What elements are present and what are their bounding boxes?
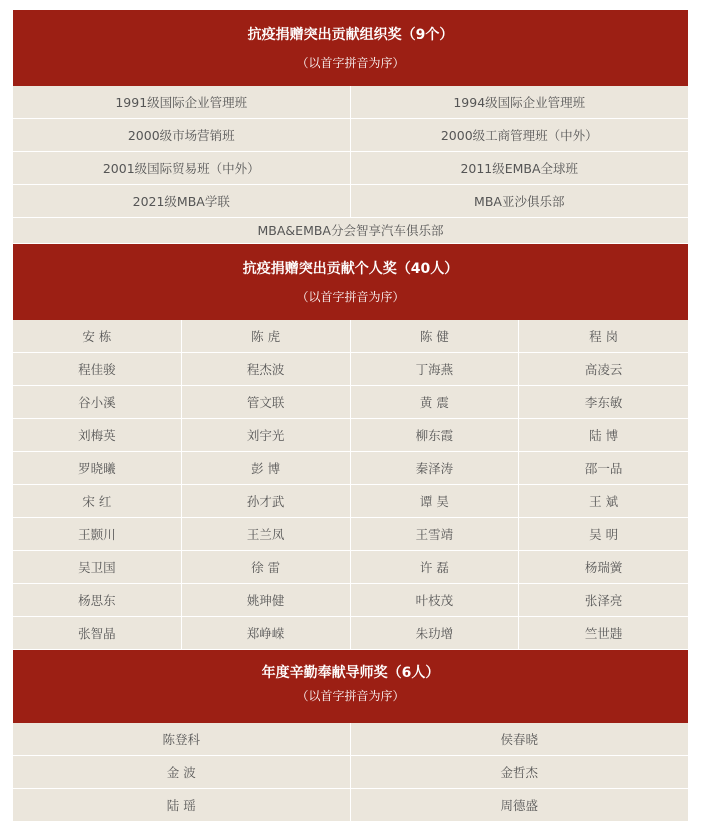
individual-award-table: [13, 320, 688, 650]
individual-award-item: 谭 昊: [351, 485, 520, 518]
individual-award-header: [13, 244, 688, 320]
individual-award-item: 黄 震: [351, 386, 520, 419]
org-award-note: （以首字拼音为序）: [296, 56, 405, 70]
mentor-award-item: 陈登科: [13, 723, 351, 756]
org-award-item: 2001级国际贸易班（中外）: [13, 152, 351, 185]
individual-award-item: 杨瑞黉: [519, 551, 688, 584]
individual-award-item: 程佳骏: [13, 353, 182, 386]
individual-award-item: 吴卫国: [13, 551, 182, 584]
individual-award-item: 安 栋: [13, 320, 182, 353]
individual-award-item: 姚珅健: [182, 584, 351, 617]
mentor-award-item: 侯春晓: [351, 723, 689, 756]
individual-award-item: 张智晶: [13, 617, 182, 650]
individual-award-item: 柳东霞: [351, 419, 520, 452]
individual-award-item: 刘梅英: [13, 419, 182, 452]
individual-award-item: 王雪靖: [351, 518, 520, 551]
individual-award-item: 李东敏: [519, 386, 688, 419]
mentor-award-item: 金 波: [13, 756, 351, 789]
individual-award-item: 许 磊: [351, 551, 520, 584]
mentor-award-item: 周德盛: [351, 789, 689, 822]
org-award-table: [13, 86, 688, 244]
individual-award-item: 叶枝茂: [351, 584, 520, 617]
mentor-award-note: （以首字拼音为序）: [296, 689, 405, 703]
individual-award-item: 高凌云: [519, 353, 688, 386]
individual-award-item: 郑峥嵘: [182, 617, 351, 650]
individual-award-note: （以首字拼音为序）: [296, 290, 405, 304]
individual-award-item: 丁海燕: [351, 353, 520, 386]
individual-award-item: 竺世韪: [519, 617, 688, 650]
org-award-item: 1994级国际企业管理班: [351, 86, 689, 119]
individual-award-item: 程杰波: [182, 353, 351, 386]
individual-award-item: 刘宇光: [182, 419, 351, 452]
individual-award-item: 徐 雷: [182, 551, 351, 584]
individual-award-item: 陈 虎: [182, 320, 351, 353]
individual-award-item: 秦泽涛: [351, 452, 520, 485]
mentor-award-title: 年度辛勤奉献导师奖（6人）: [261, 665, 440, 681]
individual-award-item: 邵一品: [519, 452, 688, 485]
org-award-item: 2011级EMBA全球班: [351, 152, 689, 185]
individual-award-item: 谷小溪: [13, 386, 182, 419]
award-list: [13, 10, 688, 822]
mentor-award-item: 陆 瑶: [13, 789, 351, 822]
org-award-item: 2000级市场营销班: [13, 119, 351, 152]
individual-award-item: 孙才武: [182, 485, 351, 518]
mentor-award-table: [13, 723, 688, 822]
individual-award-item: 王兰凤: [182, 518, 351, 551]
org-award-header: [13, 10, 688, 86]
org-award-item: 2021级MBA学联: [13, 185, 351, 218]
individual-award-item: 管文联: [182, 386, 351, 419]
org-award-title: 抗疫捐赠突出贡献组织奖（9个）: [247, 27, 454, 43]
individual-award-item: 罗晓曦: [13, 452, 182, 485]
mentor-award-item: 金哲杰: [351, 756, 689, 789]
org-award-item: MBA&EMBA分会智享汽车俱乐部: [13, 218, 688, 244]
org-award-item: MBA亚沙俱乐部: [351, 185, 689, 218]
individual-award-title: 抗疫捐赠突出贡献个人奖（40人）: [242, 261, 459, 277]
org-award-item: 1991级国际企业管理班: [13, 86, 351, 119]
individual-award-item: 杨思东: [13, 584, 182, 617]
individual-award-item: 陈 健: [351, 320, 520, 353]
individual-award-item: 吴 明: [519, 518, 688, 551]
individual-award-item: 王 斌: [519, 485, 688, 518]
individual-award-item: 朱玏增: [351, 617, 520, 650]
individual-award-item: 宋 红: [13, 485, 182, 518]
individual-award-item: 王颢川: [13, 518, 182, 551]
individual-award-item: 彭 博: [182, 452, 351, 485]
individual-award-item: 程 岗: [519, 320, 688, 353]
individual-award-item: 陆 博: [519, 419, 688, 452]
mentor-award-header: [13, 650, 688, 723]
individual-award-item: 张泽亮: [519, 584, 688, 617]
org-award-item: 2000级工商管理班（中外）: [351, 119, 689, 152]
